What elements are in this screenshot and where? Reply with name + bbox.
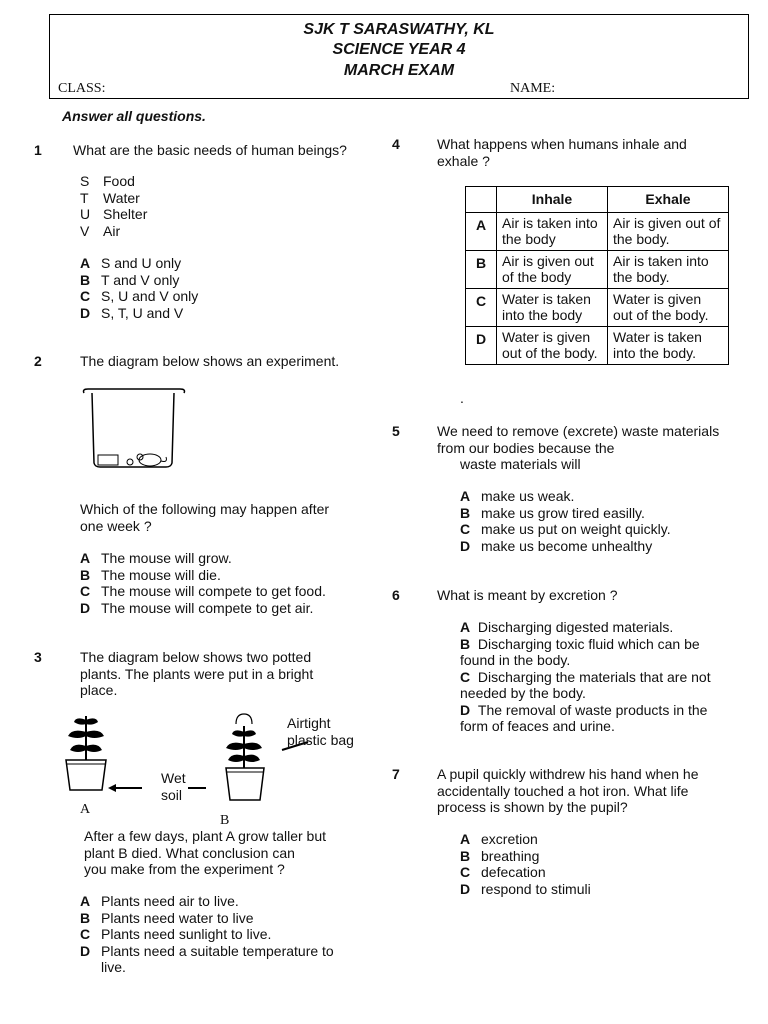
q3-question-line: plant B died. What conclusion can bbox=[84, 844, 295, 861]
q3-text-line: place. bbox=[80, 682, 118, 698]
plant-b-label: B bbox=[220, 813, 230, 828]
q6-text: What is meant by excretion ? bbox=[437, 587, 618, 603]
q5-text-line: We need to remove (excrete) waste materials bbox=[437, 423, 720, 439]
q7-text bbox=[437, 766, 699, 816]
q2-question-line: one week ? bbox=[80, 517, 152, 534]
option-a[interactable]: A S and U only bbox=[80, 255, 182, 271]
row-key: C bbox=[466, 288, 497, 326]
option-b[interactable]: B T and V only bbox=[80, 271, 180, 288]
row-key: D bbox=[466, 326, 497, 364]
exhale-cell: Air is taken into the body. bbox=[608, 250, 729, 288]
list-item: U Shelter bbox=[80, 206, 148, 222]
exhale-cell: Water is taken into the body. bbox=[608, 326, 729, 364]
option-d[interactable]: D Plants need a suitable temperature to live. bbox=[80, 942, 334, 975]
q7-number: 7 bbox=[392, 766, 400, 782]
inhale-cell: Air is given out of the body bbox=[497, 250, 608, 288]
q5-number: 5 bbox=[392, 423, 400, 439]
option-d[interactable]: D The removal of waste products in the form of feaces and urine. bbox=[460, 701, 708, 734]
subject-title: SCIENCE YEAR 4 bbox=[332, 41, 466, 58]
option-b[interactable]: B breathing bbox=[460, 847, 540, 864]
row-key: A bbox=[466, 212, 497, 250]
q5-text bbox=[437, 423, 719, 473]
option-a[interactable]: A excretion bbox=[460, 831, 538, 847]
q3-question-line: you make from the experiment ? bbox=[84, 861, 285, 877]
q3-question-line: After a few days, plant A grow taller but bbox=[84, 828, 327, 844]
inhale-cell: Water is taken into the body bbox=[497, 288, 608, 326]
exhale-cell: Water is given out of the body. bbox=[608, 288, 729, 326]
option-d[interactable]: D The mouse will compete to get air. bbox=[80, 599, 314, 616]
option-a[interactable]: A The mouse will grow. bbox=[80, 550, 232, 566]
option-c[interactable]: C The mouse will compete to get food. bbox=[80, 583, 326, 599]
header-inhale: Inhale bbox=[497, 187, 608, 213]
plant-b-drawing bbox=[226, 714, 264, 800]
table-row[interactable] bbox=[466, 212, 729, 250]
option-c[interactable]: C make us put on weight quickly. bbox=[460, 521, 671, 537]
option-c[interactable]: C Plants need sunlight to live. bbox=[80, 926, 272, 942]
q4-text bbox=[437, 136, 687, 169]
q7-text-line: A pupil quickly withdrew his hand when he bbox=[437, 766, 699, 782]
airtight-bag-label bbox=[287, 715, 354, 748]
q3-text-line: The diagram below shows two potted bbox=[80, 649, 312, 665]
option-a[interactable]: A Discharging digested materials. bbox=[460, 619, 674, 635]
wet-soil-label-line: Wet bbox=[161, 770, 186, 786]
q1-list bbox=[80, 173, 147, 239]
q1-text: What are the basic needs of human beings? bbox=[73, 142, 347, 158]
class-label: CLASS: bbox=[58, 81, 106, 96]
q3-question bbox=[84, 828, 326, 878]
exhale-cell: Air is given out of the body. bbox=[608, 212, 729, 250]
option-c[interactable]: C defecation bbox=[460, 864, 546, 880]
q2-text: The diagram below shows an experiment. bbox=[80, 353, 340, 369]
q1-options bbox=[80, 255, 198, 321]
q5-text-line: from our bodies because the bbox=[437, 439, 615, 456]
table-header-row bbox=[466, 187, 729, 213]
q3-number: 3 bbox=[34, 649, 42, 665]
q7-options bbox=[460, 831, 591, 897]
list-item: T Water bbox=[80, 189, 140, 206]
airtight-label-line: plastic bag bbox=[287, 731, 354, 748]
mouse-jar-diagram bbox=[80, 385, 190, 470]
exam-header bbox=[49, 14, 749, 99]
table-corner bbox=[466, 187, 497, 213]
row-key: B bbox=[466, 250, 497, 288]
wet-soil-label bbox=[161, 770, 186, 803]
option-c[interactable]: C Discharging the materials that are not needed by the body. bbox=[460, 668, 711, 701]
q4-text-line: exhale ? bbox=[437, 152, 490, 169]
q2-question bbox=[80, 501, 329, 534]
q1-number: 1 bbox=[34, 142, 42, 158]
school-name: SJK T SARASWATHY, KL bbox=[303, 21, 495, 38]
q2-number: 2 bbox=[34, 353, 42, 369]
plant-a-drawing bbox=[66, 716, 106, 790]
option-d[interactable]: D respond to stimuli bbox=[460, 880, 591, 897]
list-item: S Food bbox=[80, 173, 135, 189]
table-row[interactable] bbox=[466, 250, 729, 288]
inhale-exhale-table bbox=[465, 186, 729, 365]
q4-number: 4 bbox=[392, 136, 400, 152]
q3-options bbox=[80, 893, 334, 976]
q3-text-line: plants. The plants were put in a bright bbox=[80, 665, 314, 682]
q2-question-line: Which of the following may happen after bbox=[80, 501, 330, 517]
q5-text-line: waste materials will bbox=[460, 456, 581, 472]
q7-text-line: accidentally touched a hot iron. What life bbox=[437, 782, 689, 799]
option-a[interactable]: A Plants need air to live. bbox=[80, 893, 239, 909]
table-row[interactable] bbox=[466, 326, 729, 364]
option-c[interactable]: C S, U and V only bbox=[80, 288, 199, 304]
option-b[interactable]: B The mouse will die. bbox=[80, 566, 221, 583]
airtight-label-line: Airtight bbox=[287, 715, 331, 731]
option-d[interactable]: D make us become unhealthy bbox=[460, 537, 653, 554]
exam-title: MARCH EXAM bbox=[343, 62, 455, 79]
list-item: V Air bbox=[80, 222, 121, 239]
inhale-cell: Water is given out of the body. bbox=[497, 326, 608, 364]
option-b[interactable]: B Plants need water to live bbox=[80, 909, 254, 926]
option-d[interactable]: D S, T, U and V bbox=[80, 304, 184, 321]
inhale-cell: Air is taken into the body bbox=[497, 212, 608, 250]
name-label: NAME: bbox=[510, 81, 556, 96]
q4-trailing-dot: . bbox=[460, 390, 464, 406]
q6-number: 6 bbox=[392, 587, 400, 603]
wet-soil-label-line: soil bbox=[161, 786, 183, 803]
header-exhale: Exhale bbox=[608, 187, 729, 213]
instruction: Answer all questions. bbox=[62, 108, 206, 124]
table-row[interactable] bbox=[466, 288, 729, 326]
q4-text-line: What happens when humans inhale and bbox=[437, 136, 687, 152]
q6-options bbox=[460, 619, 711, 735]
plant-a-label: A bbox=[80, 802, 91, 817]
option-a[interactable]: A make us weak. bbox=[460, 488, 575, 504]
q2-options bbox=[80, 550, 326, 616]
q3-text bbox=[80, 649, 313, 699]
option-b[interactable]: B Discharging toxic fluid which can be found in the body. bbox=[460, 635, 700, 668]
q7-text-line: process is shown by the pupil? bbox=[437, 799, 628, 815]
q5-options bbox=[460, 488, 671, 554]
option-b[interactable]: B make us grow tired easilly. bbox=[460, 504, 645, 521]
